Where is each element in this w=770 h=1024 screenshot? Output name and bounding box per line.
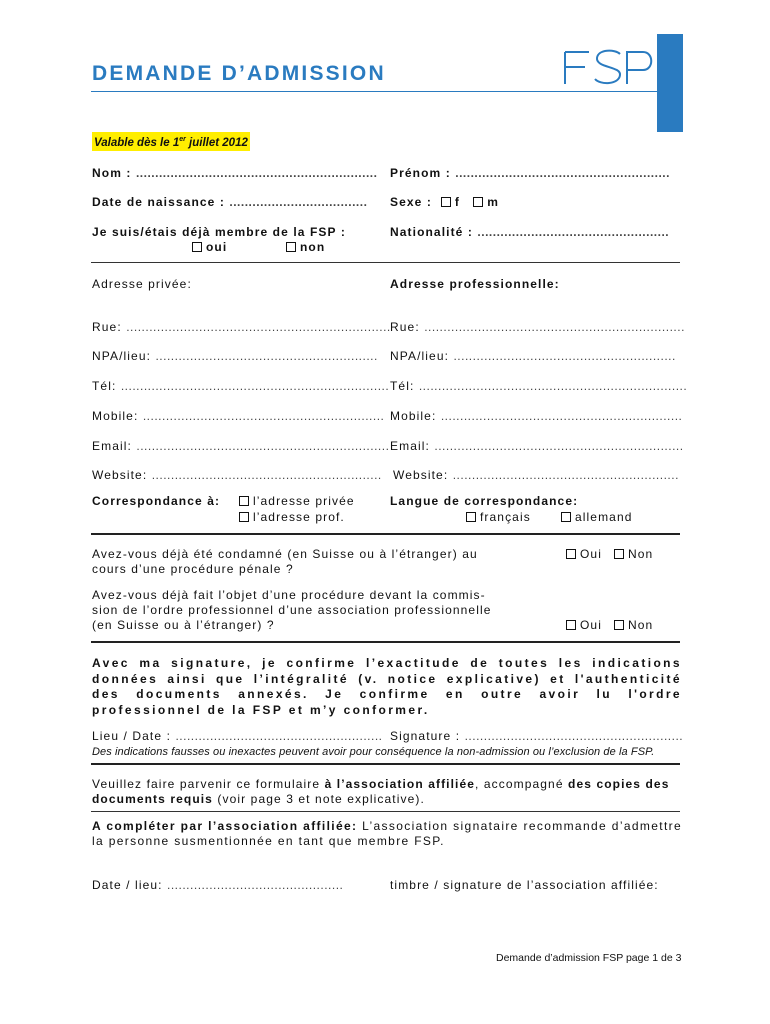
private-npa-field[interactable]: NPA/lieu: ..........................................................: [92, 349, 378, 363]
private-tel-field[interactable]: Tél: ......................................................................: [92, 379, 390, 393]
section-divider: [91, 763, 680, 765]
association-date-field[interactable]: Date / lieu: ..............................................: [92, 878, 344, 892]
criminal-non-option[interactable]: Non: [614, 547, 653, 562]
criminal-oui-checkbox[interactable]: [566, 549, 576, 559]
page-title: DEMANDE D’ADMISSION: [92, 62, 386, 85]
ethics-oui-option[interactable]: Oui: [566, 618, 602, 633]
correspondence-private-checkbox[interactable]: [239, 496, 249, 506]
private-email-field[interactable]: Email: ..................................................................: [92, 439, 390, 453]
member-non-checkbox[interactable]: [286, 242, 296, 252]
nom-field[interactable]: Nom : ...............................................................: [92, 166, 378, 180]
nationality-field[interactable]: Nationalité : ..................................................: [390, 225, 670, 239]
page-footer: Demande d’admission FSP page 1 de 3: [496, 952, 682, 964]
sex-f-checkbox[interactable]: [441, 197, 451, 207]
language-de-checkbox[interactable]: [561, 512, 571, 522]
signature-field[interactable]: Signature : .........................................................: [390, 729, 684, 743]
member-question: Je suis/étais déjà membre de la FSP :: [92, 225, 346, 239]
prof-rue-field[interactable]: Rue: ....................................................................: [390, 320, 685, 334]
validity-note: Valable dès le 1er juillet 2012: [92, 132, 250, 151]
sex-field: Sexe : f m: [390, 195, 500, 209]
question-ethics: Avez-vous déjà fait l’objet d’une procédure devant la commis- sion de l’ordre professionnel d’une association professionnelle (en Suisse ou à l’étranger) ?: [92, 588, 492, 632]
section-divider: [91, 811, 680, 812]
private-rue-field[interactable]: Rue: .....................................................................: [92, 320, 391, 334]
association-stamp-label: timbre / signature de l’association affiliée:: [390, 878, 659, 892]
prof-mobile-field[interactable]: Mobile: ...............................................................: [390, 409, 683, 423]
member-oui-checkbox[interactable]: [192, 242, 202, 252]
lieu-date-field[interactable]: Lieu / Date : ......................................................: [92, 729, 383, 743]
language-fr-checkbox[interactable]: [466, 512, 476, 522]
prenom-field[interactable]: Prénom : ........................................................: [390, 166, 670, 180]
sex-m-checkbox[interactable]: [473, 197, 483, 207]
private-mobile-field[interactable]: Mobile: ...............................................................: [92, 409, 385, 423]
prof-website-field[interactable]: Website: ...........................................................: [393, 468, 679, 482]
member-oui-option[interactable]: oui: [192, 240, 227, 255]
language-fr-option[interactable]: français: [466, 510, 531, 525]
instructions-text: Veuillez faire parvenir ce formulaire à l’association affiliée, accompagné des copies des documents requis (voir page 3 et note explicative).: [92, 777, 670, 806]
correspondence-prof-option[interactable]: l’adresse prof.: [239, 510, 345, 525]
brand-bar: [657, 34, 683, 132]
signature-statement: Avec ma signature, je confirme l’exactitude de toutes les indications données ainsi que l’intégralité (v. notice explicative) et l'authenticité des documents annexés. Je confirme en outre avoir lu l'ordre professionnel de la FSP et m’y conformer.: [92, 656, 682, 717]
correspondence-private-option[interactable]: l’adresse privée: [239, 494, 355, 509]
private-website-field[interactable]: Website: ............................................................: [92, 468, 382, 482]
criminal-oui-option[interactable]: Oui: [566, 547, 602, 562]
ethics-non-option[interactable]: Non: [614, 618, 653, 633]
private-address-heading: Adresse privée:: [92, 277, 192, 291]
prof-email-field[interactable]: Email: .................................................................: [390, 439, 684, 453]
section-divider: [91, 533, 680, 535]
language-de-option[interactable]: allemand: [561, 510, 633, 525]
ethics-non-checkbox[interactable]: [614, 620, 624, 630]
warning-note: Des indications fausses ou inexactes peuvent avoir pour conséquence la non-admission ou l’exclusion de la FSP.: [92, 746, 655, 758]
language-label: Langue de correspondance:: [390, 494, 579, 508]
title-divider: [91, 91, 657, 92]
prof-npa-field[interactable]: NPA/lieu: ..........................................................: [390, 349, 676, 363]
prof-tel-field[interactable]: Tél: ......................................................................: [390, 379, 688, 393]
fsp-logo: [563, 44, 655, 88]
correspondence-prof-checkbox[interactable]: [239, 512, 249, 522]
professional-address-heading: Adresse professionnelle:: [390, 277, 560, 291]
ethics-oui-checkbox[interactable]: [566, 620, 576, 630]
section-divider: [91, 641, 680, 643]
birthdate-field[interactable]: Date de naissance : ....................................: [92, 195, 368, 209]
section-divider: [91, 262, 680, 263]
association-text: A compléter par l’association affiliée: L’association signataire recommande d’admettre la personne susmentionnée en tant que membre FSP.: [92, 819, 682, 848]
question-criminal: Avez-vous déjà été condamné (en Suisse ou à l’étranger) au cours d’une procédure pénale ?: [92, 547, 478, 576]
member-non-option[interactable]: non: [286, 240, 325, 255]
correspondence-label: Correspondance à:: [92, 494, 221, 508]
criminal-non-checkbox[interactable]: [614, 549, 624, 559]
